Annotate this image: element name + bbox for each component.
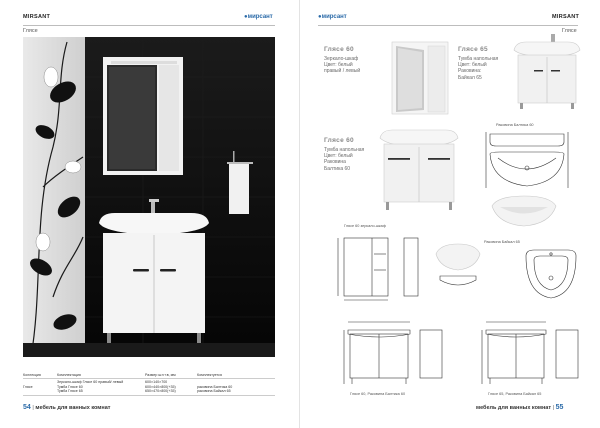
footer-right: мебель для ванных комнат | 55	[476, 404, 564, 411]
item-extra: раковина Балтика 60	[197, 384, 233, 389]
sizes-cell	[145, 380, 197, 394]
item-name: Тумба Глясе 60	[57, 384, 83, 389]
footer-left: 54 | мебель для ванных комнат	[23, 404, 111, 411]
right-page	[300, 0, 600, 428]
item-name: Тумба Глясе 65	[57, 389, 83, 394]
sink-baltika-drawing	[480, 130, 574, 194]
spec-table	[23, 372, 275, 396]
towel	[229, 164, 249, 214]
bathroom-illustration	[23, 37, 275, 357]
header-size: Размер ш×г×в, мм	[145, 373, 176, 377]
caption-sink-baltika: Раковина Балтика 60	[496, 123, 534, 127]
bathroom-photo	[23, 37, 275, 357]
product-description	[324, 147, 364, 172]
header-includes: Комплектуется	[197, 373, 222, 377]
spec-table-header	[23, 372, 275, 379]
item-extra: раковина Байкал 65	[197, 389, 231, 394]
item-size: 600×440×800(+35)	[145, 384, 176, 389]
item-size: 600×140×700	[145, 379, 168, 384]
mirror-cabinet-image	[390, 40, 450, 116]
product-line: Цвет: белый	[324, 153, 353, 160]
caption-drawing-60: Глясе 60, Раковина Балтика 60	[350, 392, 406, 396]
item-name: Зеркало-шкаф Глясе 60 правый/ левый	[57, 379, 124, 384]
product-title: Глясе 60	[324, 137, 354, 144]
product-line: Балтика 60	[324, 165, 351, 172]
logo-drop-icon: ●	[318, 14, 322, 20]
caption-sink-baikal: Раковина Байкал 65	[484, 240, 520, 244]
product-line: Тумба напольная	[324, 147, 365, 153]
product-line: Раковина:	[458, 68, 482, 75]
page-number-right: 55	[555, 404, 564, 411]
product-title: Глясе 60	[324, 46, 354, 53]
mirror-cabinet-drawing	[330, 232, 430, 304]
drawing-glyase-65	[480, 316, 584, 388]
product-line: Тумба напольная	[458, 56, 499, 62]
drawing-glyase-60	[340, 316, 450, 388]
product-line: Раковина	[324, 159, 346, 166]
sink-baltika-photo	[488, 192, 560, 232]
product-line: Цвет: белый	[458, 62, 487, 69]
logo-right	[318, 14, 347, 20]
caption-drawing-65: Глясе 65, Раковина Байкал 65	[488, 392, 542, 396]
product-line: Цвет: белый	[324, 62, 353, 69]
series-left: Глясе	[23, 28, 38, 34]
item-size: 650×470×800(+35)	[145, 389, 176, 394]
extras-cell	[197, 380, 275, 394]
vanity-65-image	[510, 30, 582, 110]
collection-cell: Глясе	[23, 385, 33, 389]
header-configuration: Комплектация	[57, 373, 81, 377]
footer-text-right: мебель для ванных комнат	[476, 405, 552, 411]
logo-left-text: мирсант	[247, 14, 273, 20]
product-description	[458, 56, 498, 81]
product-line: Байкал 65	[458, 74, 482, 81]
logo-drop-icon: ●	[244, 14, 248, 20]
table-row	[23, 379, 275, 396]
footer-text-left: мебель для ванных комнат	[35, 405, 111, 411]
series-right: Глясе	[562, 28, 577, 34]
header-collection: Коллекция	[23, 373, 41, 377]
sink-baikal-drawing	[520, 246, 582, 304]
brand-left: MIRSANT	[23, 14, 51, 20]
brand-right: MIRSANT	[552, 14, 580, 20]
caption-mirror-cabinet: Глясе 60 зеркало-шкаф	[344, 224, 386, 228]
product-description	[324, 56, 360, 75]
product-line: Зеркало-шкаф	[324, 56, 359, 62]
product-line: правый / левый	[324, 68, 361, 75]
product-title: Глясе 65	[458, 46, 488, 53]
vanity-60-image	[376, 120, 460, 214]
logo-left	[244, 14, 273, 20]
page-number-left: 54	[23, 404, 31, 411]
logo-right-text: мирсант	[321, 14, 347, 20]
header-rule-right	[318, 25, 578, 26]
header-rule-left	[23, 25, 275, 26]
items-cell	[57, 380, 145, 394]
sink-baikal-photo	[432, 240, 484, 294]
